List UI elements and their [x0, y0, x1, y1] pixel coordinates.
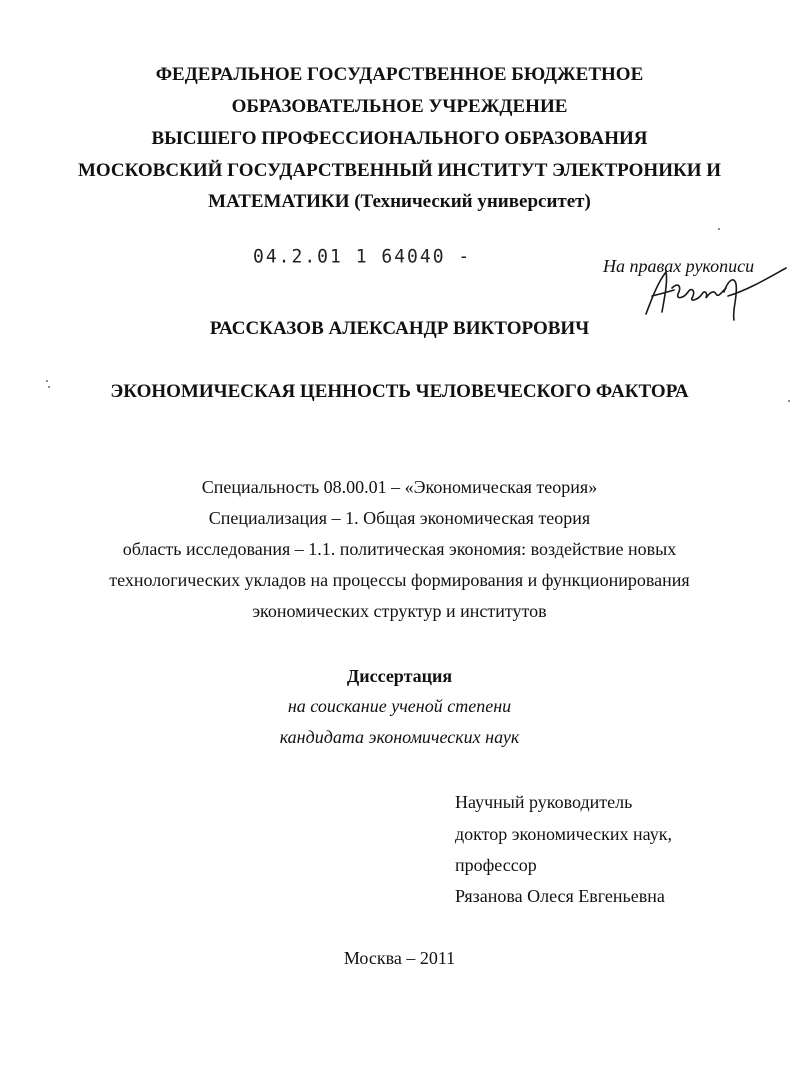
header-line-5	[0, 191, 799, 212]
place-year: Москва – 2011	[343, 948, 456, 968]
header-line-1: ФЕДЕРАЛЬНОЕ ГОСУДАРСТВЕННОЕ БЮДЖЕТНОЕ	[155, 64, 644, 85]
author-name: РАССКАЗОВ АЛЕКСАНДР ВИКТОРОВИЧ	[209, 318, 590, 339]
specialty-line-2: Специализация – 1. Общая экономическая теория	[208, 508, 591, 528]
specialty-line-5: экономических структур и институтов	[252, 601, 547, 621]
scan-speck	[788, 400, 790, 402]
specialty-line-3: область исследования – 1.1. политическая экономия: воздействие новых	[122, 539, 677, 559]
handwritten-signature-icon	[638, 262, 788, 324]
specialty-line-4: технологических укладов на процессы формирования и функционирования	[109, 570, 690, 590]
header-line-3: ВЫСШЕГО ПРОФЕССИОНАЛЬНОГО ОБРАЗОВАНИЯ	[151, 128, 648, 149]
supervisor-line-3: профессор	[455, 855, 537, 875]
rights-note: На правах рукописи	[603, 256, 755, 276]
scan-speck	[718, 228, 720, 230]
header-line-5-rest: (Технический университет)	[349, 191, 591, 212]
dissertation-title: ЭКОНОМИЧЕСКАЯ ЦЕННОСТЬ ЧЕЛОВЕЧЕСКОГО ФАКТОРА	[110, 381, 689, 402]
dissertation-label: Диссертация	[346, 666, 453, 686]
scan-speck	[46, 380, 48, 382]
supervisor-line-2: доктор экономических наук,	[455, 824, 672, 844]
stamp-number: 04.2.01 1 64040 -	[253, 245, 472, 268]
dissertation-line-1: на соискание ученой степени	[287, 696, 512, 716]
scan-speck	[48, 386, 50, 388]
dissertation-line-2: кандидата экономических наук	[279, 727, 520, 747]
header-line-4: МОСКОВСКИЙ ГОСУДАРСТВЕННЫЙ ИНСТИТУТ ЭЛЕКТРОНИКИ И	[77, 160, 722, 181]
specialty-line-1: Специальность 08.00.01 – «Экономическая теория»	[201, 477, 598, 497]
header-line-5-bold: МАТЕМАТИКИ	[208, 191, 350, 212]
supervisor-line-4: Рязанова Олеся Евгеньевна	[455, 886, 665, 906]
header-line-2: ОБРАЗОВАТЕЛЬНОЕ УЧРЕЖДЕНИЕ	[231, 96, 568, 117]
supervisor-line-1: Научный руководитель	[455, 792, 633, 812]
